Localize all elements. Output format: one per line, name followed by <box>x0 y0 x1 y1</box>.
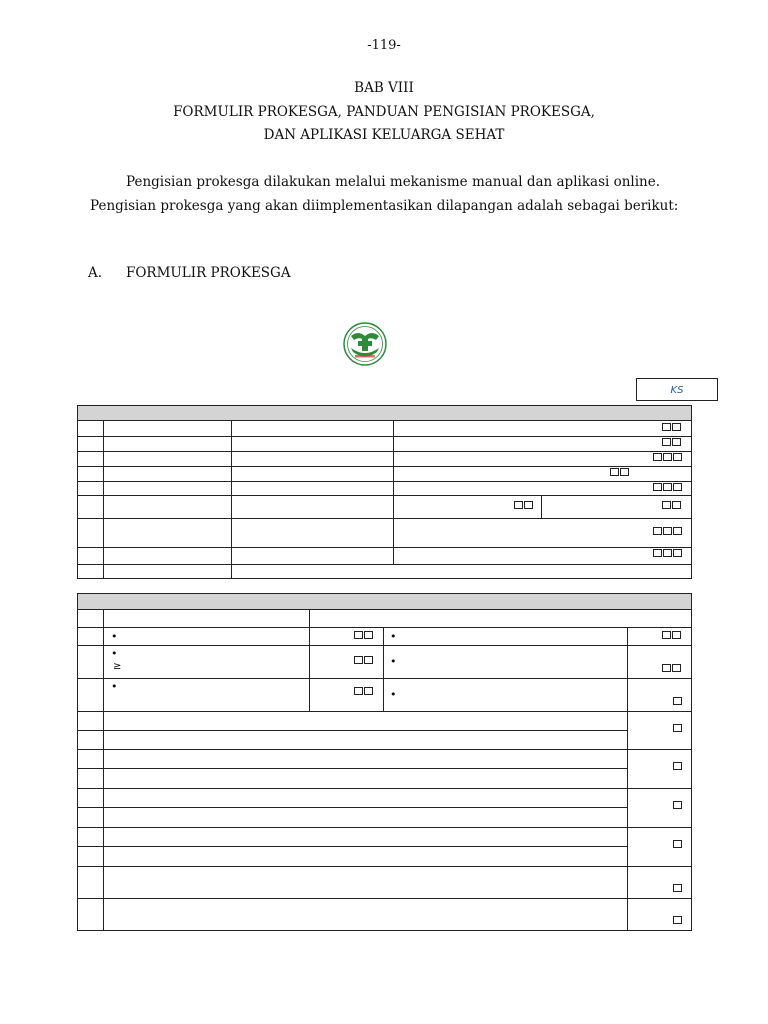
column-divider <box>383 627 384 711</box>
row-divider <box>77 495 692 496</box>
code-box-1[interactable] <box>672 762 682 772</box>
geq-symbol: ≥ <box>113 661 122 672</box>
row-divider <box>77 711 692 712</box>
code-boxes-2[interactable] <box>661 664 681 674</box>
row-divider <box>77 807 628 808</box>
bullet: • <box>111 630 118 643</box>
table-header-bar <box>77 593 692 610</box>
row-divider <box>77 518 692 519</box>
section-letter: A. <box>88 265 103 281</box>
section-title: FORMULIR PROKESGA <box>126 265 291 281</box>
column-divider <box>541 495 542 518</box>
code-boxes-3[interactable] <box>652 483 682 493</box>
intro-paragraph: Pengisian prokesga dilakukan melalui mekanisme manual dan aplikasi online. Pengisian prokesga yang akan diimplementasikan dilapangan adalah sebagai berikut: <box>90 174 679 214</box>
column-divider <box>393 421 394 564</box>
code-box-1[interactable] <box>672 840 682 850</box>
bullet: • <box>111 647 118 660</box>
code-boxes-2[interactable] <box>353 656 373 666</box>
row-divider <box>77 866 692 867</box>
table-border <box>691 405 692 579</box>
table-border <box>691 593 692 931</box>
family-code-box: KS <box>636 378 718 401</box>
row-divider <box>77 451 692 452</box>
row-divider <box>77 436 692 437</box>
table-border <box>77 593 78 931</box>
code-boxes-2[interactable] <box>353 687 373 697</box>
code-box-1[interactable] <box>672 801 682 811</box>
row-divider <box>77 768 628 769</box>
row-divider <box>77 788 692 789</box>
bullet: • <box>390 630 397 643</box>
code-boxes-3[interactable] <box>652 549 682 559</box>
row-divider <box>77 749 692 750</box>
row-divider <box>77 627 692 628</box>
code-box-1[interactable] <box>672 884 682 894</box>
chapter-title-line-1: FORMULIR PROKESGA, PANDUAN PENGISIAN PROKESGA, <box>173 104 595 120</box>
table-border <box>77 405 78 579</box>
row-divider <box>77 645 692 646</box>
row-divider <box>77 846 628 847</box>
bullet: • <box>390 688 397 701</box>
code-boxes-3[interactable] <box>652 527 682 537</box>
row-divider <box>77 564 692 565</box>
row-divider <box>77 730 628 731</box>
row-divider <box>77 827 692 828</box>
row-divider <box>77 678 692 679</box>
column-divider <box>309 610 310 711</box>
code-boxes-2[interactable] <box>661 423 681 433</box>
row-divider <box>77 481 692 482</box>
code-boxes-2[interactable] <box>661 631 681 641</box>
row-divider <box>77 547 692 548</box>
health-indicator-table <box>77 593 692 931</box>
chapter-heading: BAB VIII <box>354 80 414 96</box>
row-divider <box>77 898 692 899</box>
code-boxes-2[interactable] <box>609 468 629 478</box>
code-boxes-2[interactable] <box>513 501 533 511</box>
code-boxes-2[interactable] <box>661 501 681 511</box>
chapter-title-line-2: DAN APLIKASI KELUARGA SEHAT <box>263 127 505 143</box>
bakti-husada-logo-icon <box>340 322 390 366</box>
page-number: -119- <box>367 38 401 53</box>
table-border <box>77 578 692 579</box>
code-box-1[interactable] <box>672 724 682 734</box>
column-divider <box>627 627 628 931</box>
code-box-1[interactable] <box>672 916 682 926</box>
bullet: • <box>111 680 118 693</box>
row-divider <box>77 466 692 467</box>
column-divider <box>103 610 104 931</box>
code-boxes-2[interactable] <box>353 631 373 641</box>
code-boxes-2[interactable] <box>661 438 681 448</box>
household-identity-table <box>77 405 692 579</box>
code-box-1[interactable] <box>672 697 682 707</box>
code-boxes-3[interactable] <box>652 453 682 463</box>
table-border <box>77 930 692 931</box>
table-header-bar <box>77 405 692 421</box>
bullet: • <box>390 655 397 668</box>
column-divider <box>103 421 104 579</box>
column-divider <box>231 421 232 579</box>
